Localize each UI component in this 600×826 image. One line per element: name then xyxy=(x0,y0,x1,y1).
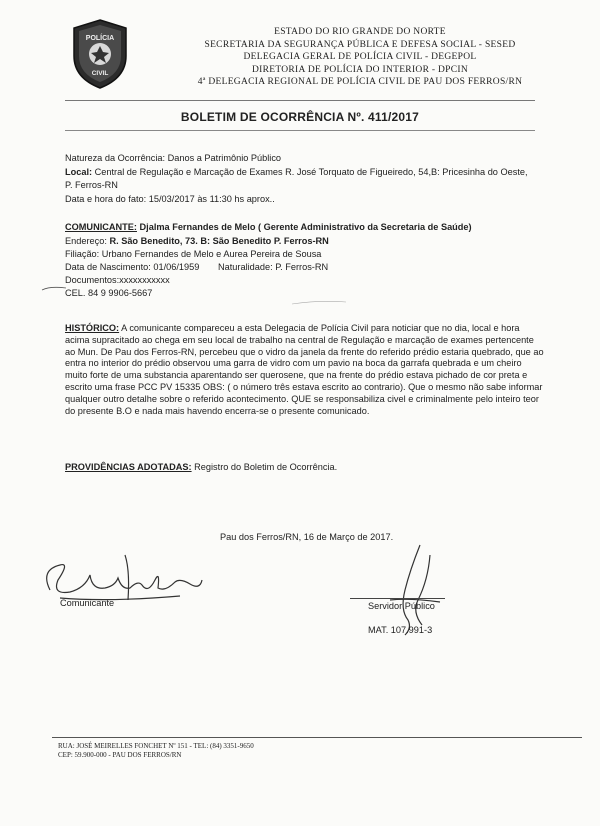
documents-value: xxxxxxxxxxx xyxy=(119,275,170,285)
date-value: 15/03/2017 às 11:30 hs aprox.. xyxy=(148,194,275,204)
providencias-label: PROVIDÊNCIAS ADOTADAS: xyxy=(65,462,192,472)
documents-label: Documentos: xyxy=(65,275,120,285)
historico-line: qualquer outro detalhe sobre o referido acontecimento. QUE se responsabiliza civel e criminalmente pelo inteiro teor xyxy=(65,393,539,404)
pen-mark xyxy=(40,282,70,294)
birth-row xyxy=(65,262,199,274)
svg-text:POLÍCIA: POLÍCIA xyxy=(85,35,115,42)
svg-text:CIVIL: CIVIL xyxy=(91,70,109,77)
historico-line: do presente B.O e nada mais havendo encerra-se o presente comunicado. xyxy=(65,405,370,416)
filiation-label: Filiação: xyxy=(65,249,100,259)
communicant-signature xyxy=(30,550,220,610)
officer-signature-label: Servidor Público xyxy=(368,601,435,611)
communicant-row xyxy=(65,222,472,234)
providencias-value: Registro do Boletim de Ocorrência. xyxy=(194,462,338,472)
place-date: Pau dos Ferros/RN, 16 de Março de 2017. xyxy=(220,532,394,542)
providencias-row xyxy=(65,462,337,474)
document-title: BOLETIM DE OCORRÊNCIA Nº. 411/2017 xyxy=(180,110,420,124)
local-row xyxy=(65,167,528,179)
footer-address: RUA: JOSÉ MEIRELLES FONCHET Nº 151 - TEL: (84) 3351-9650 xyxy=(58,742,254,750)
filiation-row xyxy=(65,249,321,261)
officer-registration: MAT. 107.991-3 xyxy=(368,625,433,635)
title-divider xyxy=(65,130,535,131)
footer-divider xyxy=(52,737,582,738)
local-label: Local: xyxy=(65,167,93,177)
local-value: Central de Regulação e Marcação de Exames R. José Torquato de Figueiredo, 54,B: Pricesinha do Oeste, xyxy=(94,167,528,177)
naturality-value: P. Ferros-RN xyxy=(275,262,329,272)
historico-line: escrito uma frase PCC PV 15335 OBS: ( o número três estava escrito ao contrario). Que o mesmo não sabe informar xyxy=(65,381,543,392)
communicant-label: COMUNICANTE: xyxy=(65,222,137,232)
filiation-value: Urbano Fernandes de Melo e Aurea Pereira de Sousa xyxy=(101,249,322,259)
historico-line: muito forte de uma substancia aparentando ser querosene, que na frente do prédio estava pichado de cor preta e xyxy=(65,370,528,381)
historico-section xyxy=(65,323,544,417)
naturality-row xyxy=(218,262,328,274)
address-label: Endereço: xyxy=(65,236,107,246)
historico-line: acima supracitado ao chega em seu local de trabalho na central de Regulação e marcação de exames pertencente xyxy=(65,334,534,345)
cellphone: CEL. 84 9 9906-5667 xyxy=(65,288,153,298)
header-divider xyxy=(65,100,535,101)
historico-line: entra no interior do prédio observou uma garra de vidro com um pavio na boca da garrafa quebrada e um cheiro xyxy=(65,358,522,369)
footer-cep: CEP: 59.900-000 - PAU DOS FERROS/RN xyxy=(58,751,182,759)
header-delegacia-geral: DELEGACIA GERAL DE POLÍCIA CIVIL - DEGEPOL xyxy=(243,52,477,62)
pen-mark xyxy=(290,298,350,308)
historico-line xyxy=(65,323,540,335)
header-secretariat: SECRETARIA DA SEGURANÇA PÚBLICA E DEFESA SOCIAL - SESED xyxy=(204,39,516,50)
naturality-label: Naturalidade: xyxy=(218,262,273,272)
police-badge-logo xyxy=(70,18,130,90)
date-label: Data e hora do fato: xyxy=(65,194,147,204)
address-row xyxy=(65,236,329,248)
header-diretoria: DIRETORIA DE POLÍCIA DO INTERIOR - DPCIN xyxy=(251,64,469,75)
birth-value: 01/06/1959 xyxy=(153,262,200,272)
nature-row xyxy=(65,153,281,165)
header-state: ESTADO DO RIO GRANDE DO NORTE xyxy=(274,27,446,37)
historico-label: HISTÓRICO: xyxy=(65,323,120,333)
communicant-name: Djalma Fernandes de Melo ( Gerente Administrativo da Secretaria de Saúde) xyxy=(139,222,472,232)
local-city: P. Ferros-RN xyxy=(65,180,118,190)
nature-label: Natureza da Ocorrência: xyxy=(65,153,166,163)
date-row xyxy=(65,194,275,206)
historico-text: A comunicante compareceu a esta Delegacia de Polícia Civil para noticiar que no dia, local e hora xyxy=(121,323,520,333)
historico-line: ao Mun. De Pau dos Ferros-RN, percebeu que o vidro da janela da frente do referido prédio estaria quebrado, que ao xyxy=(65,346,544,357)
header-delegacia-regional: 4ª DELEGACIA REGIONAL DE POLÍCIA CIVIL DE PAU DOS FERROS/RN xyxy=(197,77,523,87)
birth-label: Data de Nascimento: xyxy=(65,262,151,272)
header-institution xyxy=(140,26,580,89)
address-value: R. São Benedito, 73. B: São Benedito P. Ferros-RN xyxy=(109,236,329,246)
communicant-signature-label: Comunicante xyxy=(60,598,115,608)
documents-row xyxy=(65,275,170,287)
signature-line xyxy=(350,598,445,599)
nature-value: Danos a Patrimônio Público xyxy=(167,153,282,163)
